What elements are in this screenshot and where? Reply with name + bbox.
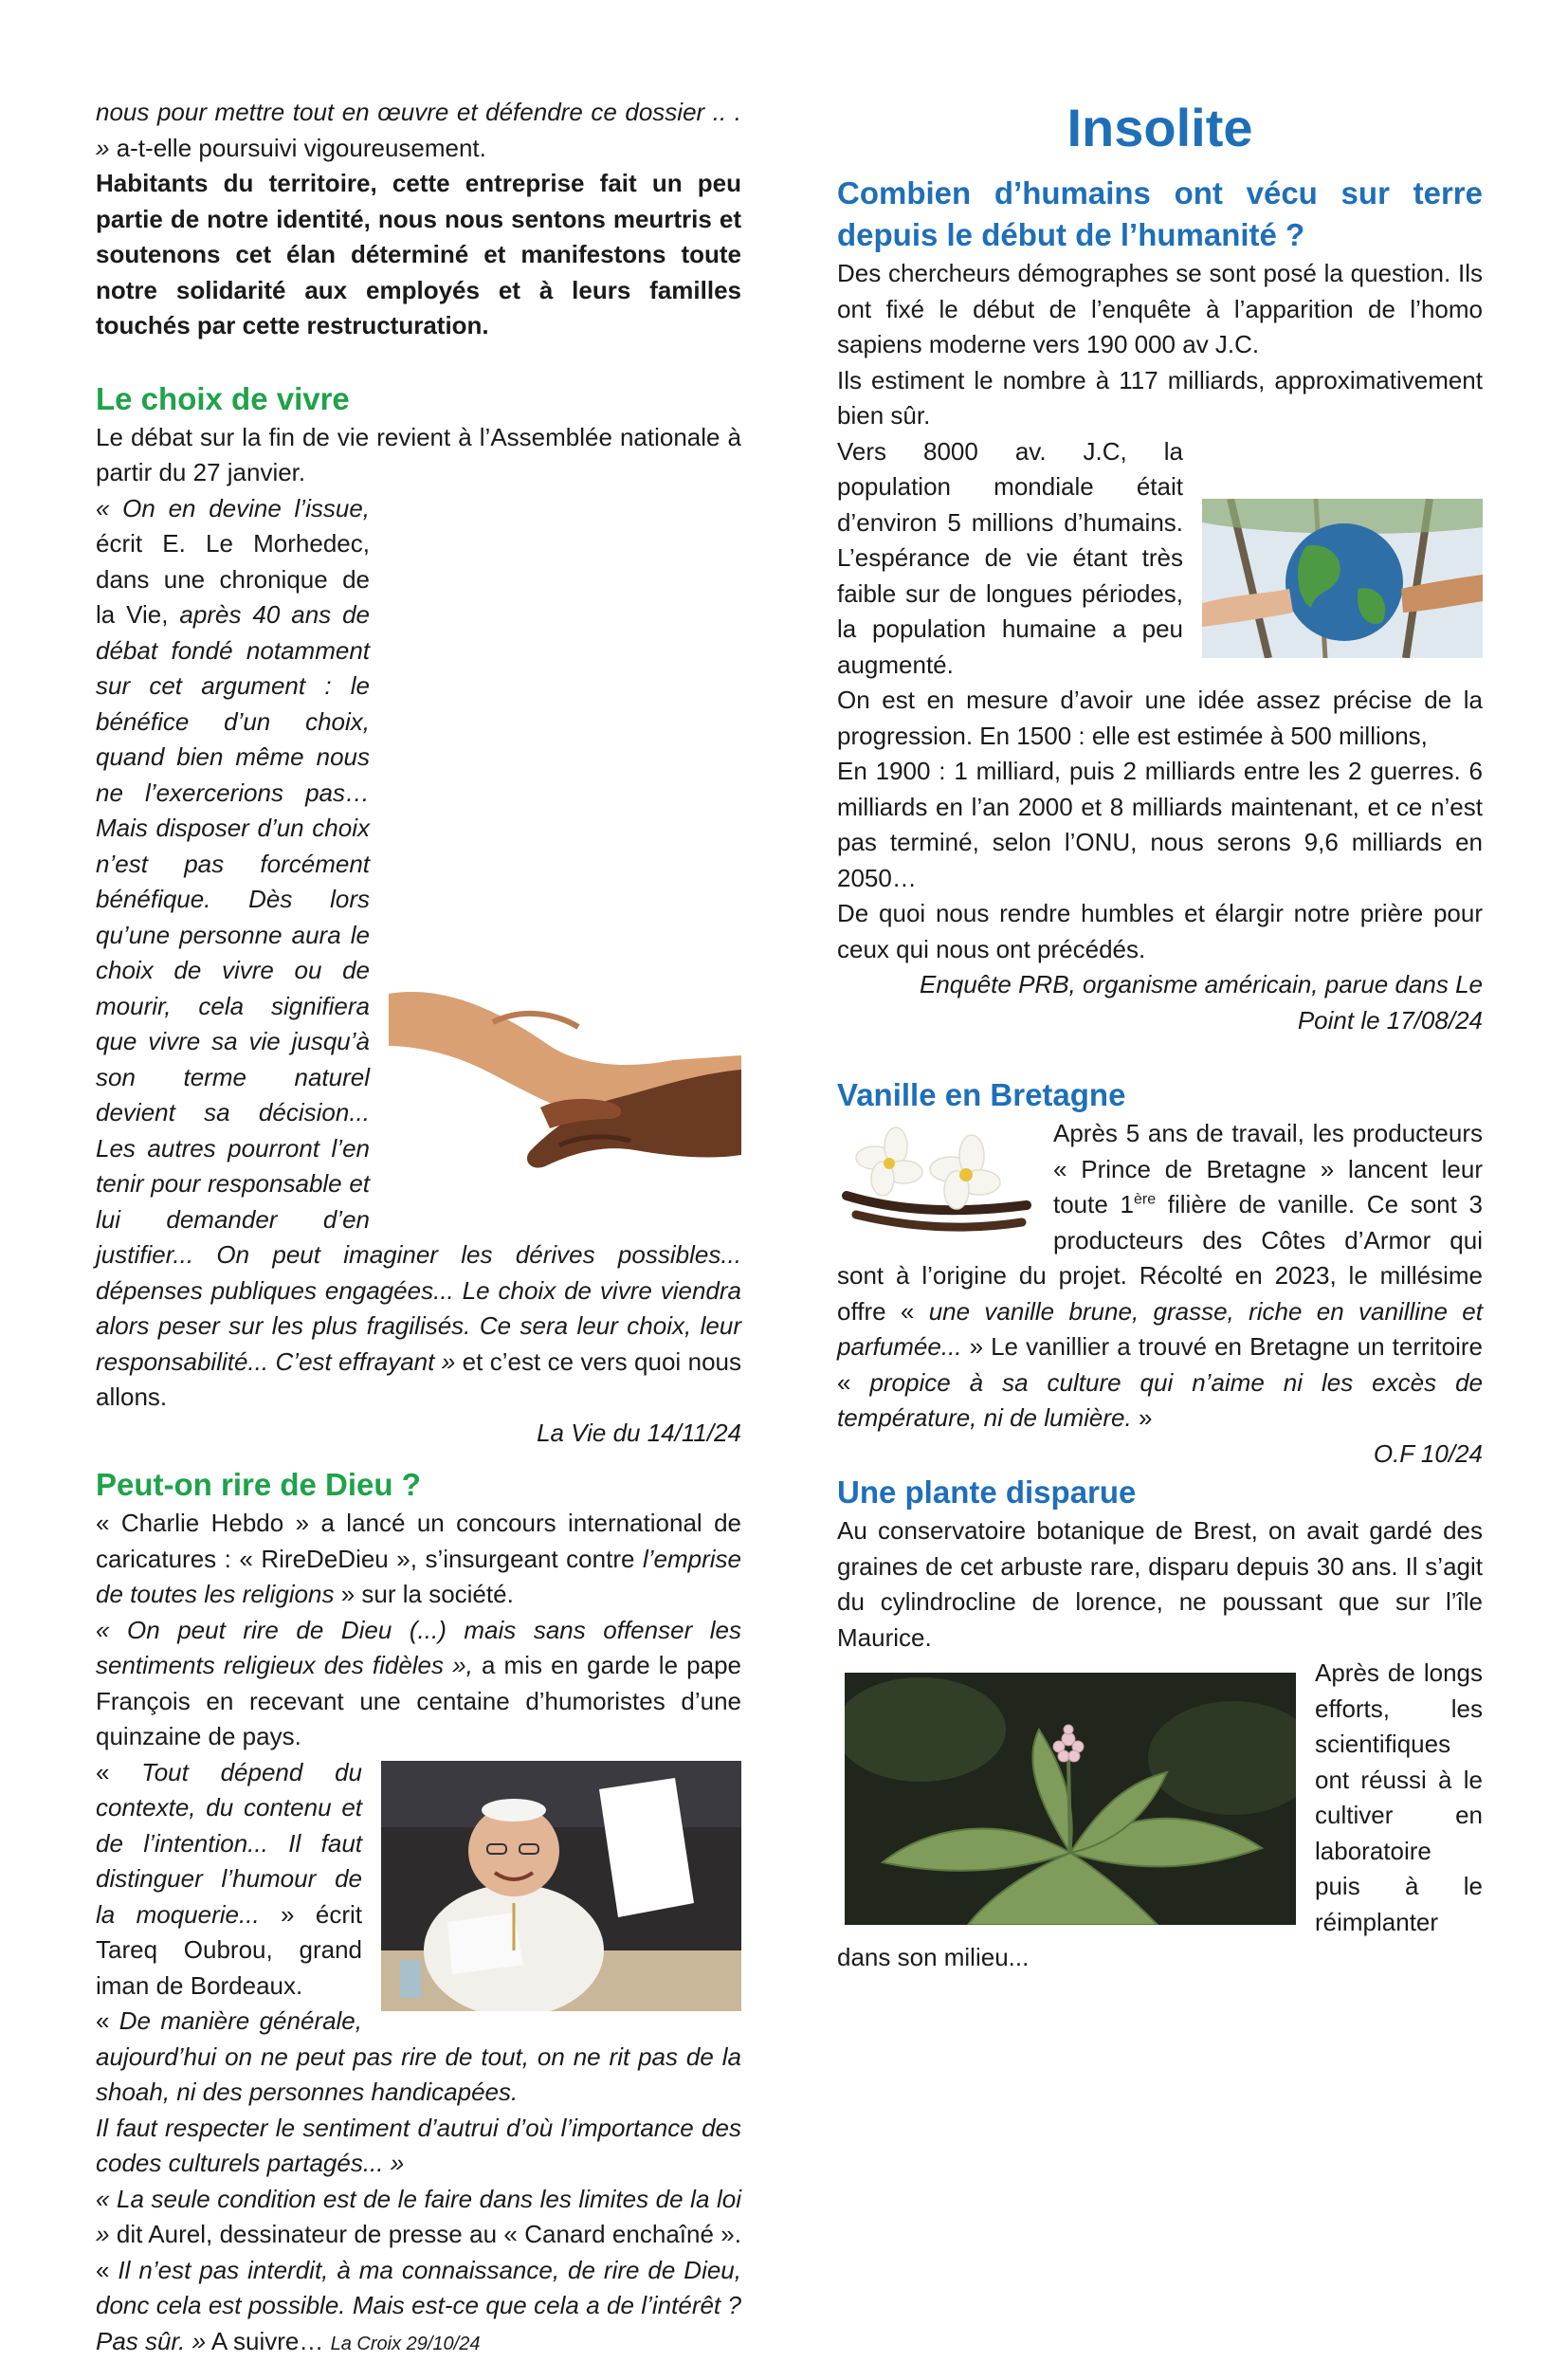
humains-paragraph-1: Des chercheurs démographes se sont posé la question. Ils ont fixé le début de l’enquête à l’apparition de l’homo sapiens moderne vers 190 000 av J.C.	[837, 256, 1483, 363]
vanille-sup: ère	[1134, 1191, 1156, 1207]
rire-p6-d: A suivre…	[206, 2327, 331, 2355]
choix-source: La Vie du 14/11/24	[96, 1416, 741, 1452]
plant-image	[845, 1673, 1296, 1925]
rire-paragraph-1	[96, 1506, 741, 1613]
right-column	[837, 95, 1483, 1976]
choix-paragraph-2	[96, 491, 741, 1416]
vanille-source: O.F 10/24	[837, 1437, 1483, 1473]
solidarity-paragraph: Habitants du territoire, cette entreprise fait un peu partie de notre identité, nous nous sentons meurtris et soutenons cet élan déterminé et manifestons toute notre solidarité aux employés et à leurs familles touchés par cette restructuration.	[96, 166, 741, 344]
left-column	[96, 95, 741, 2362]
humains-p3-text: Vers 8000 av. J.C, la population mondiale était d’environ 5 millions d’humains. L’espérance de vie étant très faible sur de longues périodes, la population humaine a peu augmenté.	[837, 437, 1183, 679]
globe-image	[1202, 499, 1483, 658]
rire-p3-b: Tout dépend du contexte, du contenu et de l’intention... Il faut distinguer l’humour de la moquerie...	[96, 1758, 362, 1929]
section-title-rire: Peut-on rire de Dieu ?	[96, 1464, 741, 1506]
humains-paragraph-2: Ils estiment le nombre à 117 milliards, approximativement bien sûr.	[837, 363, 1483, 434]
humains-paragraph-5: En 1900 : 1 milliard, puis 2 milliards entre les 2 guerres. 6 milliards en l’an 2000 et 8 milliards maintenant, et ce n’est pas terminé, selon l’ONU, nous serons 9,6 milliards en 2050…	[837, 754, 1483, 896]
intro-quote: nous pour mettre tout en œuvre et défendre ce dossier .. . »	[96, 98, 741, 162]
intro-paragraph	[96, 95, 741, 166]
section-title-plante: Une plante disparue	[837, 1472, 1483, 1513]
section-title-choix: Le choix de vivre	[96, 378, 741, 420]
vanille-p1-b: filière de vanille. Ce sont 3 producteurs des Côtes d’Armor qui sont à l’origine du projet. Récolté en 2023, le millésime offre «	[837, 1190, 1483, 1326]
section-title-vanille: Vanille en Bretagne	[837, 1074, 1483, 1116]
pope-image	[381, 1761, 741, 2011]
intro-rest: a-t-elle poursuivi vigoureusement.	[109, 134, 485, 162]
choix-closing: et c’est ce vers quoi nous allons.	[96, 1347, 741, 1412]
humains-paragraph-3	[837, 434, 1483, 684]
handshake-image	[389, 956, 741, 1204]
rire-p6-b: dit Aurel, dessinateur de presse au « Canard enchaîné ». «	[96, 2220, 741, 2284]
rire-p2-b: a mis en garde le pape François en recevant une centaine d’humoristes d’une quinzaine de pays.	[96, 1651, 741, 1750]
choix-author: écrit E. Le Morhedec, dans une chronique de la Vie,	[96, 529, 370, 629]
humains-paragraph-4: On est en mesure d’avoir une idée assez précise de la progression. En 1500 : elle est estimée à 500 millions,	[837, 683, 1483, 754]
rire-p1-a: « Charlie Hebdo » a lancé un concours international de caricatures : « RireDeDieu », s’insurgeant contre	[96, 1509, 741, 1573]
rire-p4-b: De manière générale, aujourd’hui on ne peut pas rire de tout, on ne rit pas de la shoah, ni des personnes handicapées.	[96, 2006, 741, 2106]
choix-quote: après 40 ans de débat fondé notamment sur cet argument : le bénéfice d’un choix, quand bien même nous ne l’exercerions pas… Mais disposer d’un choix n’est pas forcément bénéfique. Dès lors qu’une personne aura le choix de vivre ou de mourir, cela signifiera que vivre sa vie jusqu’à son terme naturel devient sa décision... Les autres pourront l’en tenir pour responsable et lui demander d’en justifier... On peut imaginer les dérives possibles... dépenses publiques engagées... Le choix de vivre viendra alors peser sur les plus fragilisés. Ce sera leur choix, leur responsabilité... C’est effrayant »	[96, 600, 741, 1376]
plante-p2-text: Après de longs efforts, les scientifiques ont réussi à le cultiver en laboratoire puis à le réimplanter dans son milieu...	[837, 1658, 1483, 1971]
rire-paragraph-2	[96, 1613, 741, 1755]
rire-source: La Croix 29/10/24	[331, 2334, 481, 2354]
vanille-p1-c: une vanille brune, grasse, riche en vanilline et parfumée...	[837, 1297, 1483, 1362]
rire-p1-c: » sur la société.	[334, 1580, 513, 1608]
vanille-paragraph	[837, 1116, 1483, 1437]
section-title-humains: Combien d’humains ont vécu sur terre depuis le début de l’humanité ?	[837, 173, 1483, 256]
rire-p6-a: « La seule condition est de le faire dans les limites de la loi »	[96, 2185, 741, 2249]
choix-paragraph-1: Le débat sur la fin de vie revient à l’Assemblée nationale à partir du 27 janvier.	[96, 420, 741, 491]
rire-p1-b: l’emprise de toutes les religions	[96, 1545, 741, 1609]
plante-paragraph-2	[837, 1656, 1483, 1976]
vanille-p1-a: Après 5 ans de travail, les producteurs « Prince de Bretagne » lancent leur toute 1	[1053, 1119, 1483, 1218]
vanille-p1-e: propice à sa culture qui n’aime ni les excès de température, ni de lumière.	[837, 1368, 1483, 1433]
humains-source: Enquête PRB, organisme américain, parue dans Le Point le 17/08/24	[837, 967, 1483, 1038]
rire-paragraph-6	[96, 2182, 741, 2362]
rire-p3-c: » écrit Tareq Oubrou, grand iman de Bordeaux.	[96, 1900, 362, 2000]
humains-paragraph-6: De quoi nous rendre humbles et élargir notre prière pour ceux qui nous ont précédés.	[837, 896, 1483, 967]
vanille-p1-f: »	[1132, 1403, 1153, 1432]
vanilla-flower-image	[837, 1120, 1034, 1247]
rire-paragraph-4	[96, 2004, 741, 2111]
rire-p4-a: «	[96, 2006, 119, 2035]
vanille-p1-d: » Le vanillier a trouvé en Bretagne un territoire «	[837, 1332, 1483, 1397]
rire-p2-a: « On peut rire de Dieu (...) mais sans offenser les sentiments religieux des fidèles »,	[96, 1616, 741, 1680]
rire-paragraph-3	[96, 1755, 741, 2005]
choix-quote-open: « On en devine l’issue,	[96, 494, 370, 522]
page-heading: Insolite	[837, 95, 1483, 161]
rire-p3-a: «	[96, 1758, 141, 1786]
plante-paragraph-1: Au conservatoire botanique de Brest, on avait gardé des graines de cet arbuste rare, disparu depuis 30 ans. Il s’agit du cylindrocline de lorence, ne poussant que sur l’île Maurice.	[837, 1513, 1483, 1656]
rire-p6-c: Il n’est pas interdit, à ma connaissance, de rire de Dieu, donc cela est possible. Mais est-ce que cela a de l’intérêt ? Pas sûr. »	[96, 2256, 741, 2355]
rire-paragraph-5: Il faut respecter le sentiment d’autrui d’où l’importance des codes culturels partagés... »	[96, 2111, 741, 2182]
